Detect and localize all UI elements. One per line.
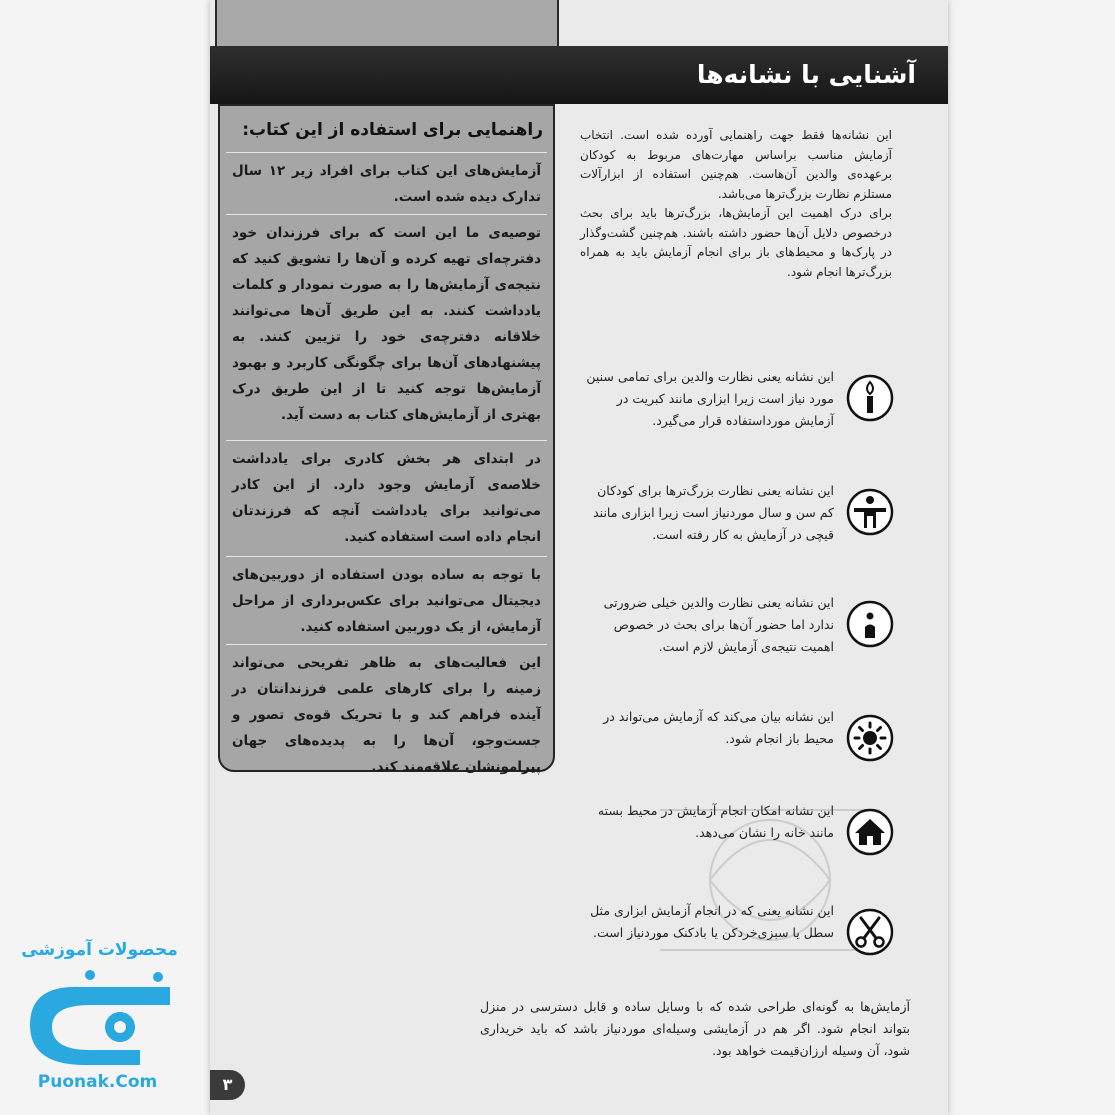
guide-paragraph: در ابتدای هر بخش کادری برای یادداشت خلاصه‌ی آزمایش وجود دارد. از این کادر می‌توانید برای یادداشت آنچه که فرزندتان انجام داده است استفاده کنید. bbox=[232, 451, 541, 545]
info-icon bbox=[846, 600, 894, 648]
guide-divider bbox=[226, 644, 547, 645]
page-number-tab bbox=[210, 1070, 245, 1100]
symbol-row-candle bbox=[582, 366, 894, 446]
watermark-tagline: محصولات آموزشی bbox=[21, 940, 178, 960]
intro-paragraph: این نشانه‌ها فقط جهت راهنمایی آورده شده است. انتخاب آزمایش مناسب براساس مهارت‌های مربوط به کودکان برعهده‌ی والدین آن‌هاست. هم‌چنین استفاده از ابزارآلات مستلزم نظارت بزرگ‌ترها می‌باشد. bbox=[580, 128, 892, 201]
top-gray-strip bbox=[215, 0, 559, 50]
background-right bbox=[948, 0, 1115, 1115]
intro-paragraph: برای درک اهمیت این آزمایش‌ها، بزرگ‌ترها باید برای بحث درخصوص دلایل آن‌ها حضور داشته باشند. هم‌چنین گشت‌وگذار در پارک‌ها و محیط‌های باز برای انجام آزمایش باید به همراه بزرگ‌ترها انجام شود. bbox=[580, 206, 892, 279]
guide-title-rule bbox=[226, 152, 547, 153]
book-page bbox=[210, 0, 948, 1115]
header-bar bbox=[210, 46, 948, 104]
watermark-logo bbox=[20, 965, 180, 1070]
symbol-description: این نشانه یعنی نظارت والدین برای تمامی سنین مورد نیاز است زیرا ابزاری مانند کبریت در آزمایش مورداستفاده قرار می‌گیرد. bbox=[586, 369, 834, 428]
symbol-row-info bbox=[582, 592, 894, 672]
symbol-description: این نشانه یعنی که در انجام آزمایش ابزاری مثل سطل یا سبزی‌خردکن یا بادکنک موردنیاز است. bbox=[590, 903, 834, 940]
guide-divider bbox=[226, 440, 547, 441]
sun-icon bbox=[846, 714, 894, 762]
page-title: آشنایی با نشانه‌ها bbox=[696, 60, 916, 89]
intro-text bbox=[580, 126, 892, 282]
guide-divider bbox=[226, 214, 547, 215]
scissors-icon bbox=[846, 908, 894, 956]
adult-child-icon bbox=[846, 488, 894, 536]
candle-icon bbox=[846, 374, 894, 422]
guide-divider bbox=[226, 556, 547, 557]
house-icon bbox=[846, 808, 894, 856]
symbol-row-scissors bbox=[582, 900, 894, 980]
guide-paragraph: با توجه به ساده بودن استفاده از دوربین‌های دیجیتال می‌توانید برای عکس‌برداری از مراحل آزمایش، از یک دوربین استفاده کنید. bbox=[232, 567, 541, 635]
page-number: ۳ bbox=[222, 1075, 233, 1094]
symbol-row-sun bbox=[582, 706, 894, 786]
symbol-description: این نشانه بیان می‌کند که آزمایش می‌تواند در محیط باز انجام شود. bbox=[603, 709, 834, 746]
symbol-description: این نشانه امکان انجام آزمایش در محیط بسته مانند خانه را نشان می‌دهد. bbox=[597, 803, 834, 840]
footer-note: آزمایش‌ها به گونه‌ای طراحی شده که با وسایل ساده و قابل دسترسی در منزل بتواند انجام شود. اگر هم در آزمایشی وسیله‌ای موردنیاز باشد که باید خریداری شود، آن وسیله ارزان‌قیمت خواهد بود. bbox=[480, 999, 910, 1058]
guide-paragraph: این فعالیت‌های به ظاهر تفریحی می‌تواند زمینه را برای کارهای علمی فرزندانتان در آینده فراهم کند و با تحریک قوه‌ی تصور و جست‌وجو، آن‌ها را به پدیده‌های جهان پیرامونشان علاقه‌مند کند. bbox=[232, 655, 541, 775]
guide-title: راهنمایی برای استفاده از این کتاب: bbox=[242, 120, 543, 140]
guide-box bbox=[218, 104, 555, 775]
symbol-row-adult-child bbox=[582, 480, 894, 560]
watermark-url: Puonak.Com bbox=[37, 1072, 158, 1092]
symbol-description: این نشانه یعنی نظارت بزرگ‌ترها برای کودکان کم سن و سال موردنیاز است زیرا ابزاری مانند قیچی در آزمایش به کار رفته است. bbox=[593, 483, 834, 542]
guide-paragraph: آزمایش‌های این کتاب برای افراد زیر ۱۲ سال تدارک دیده شده است. bbox=[232, 163, 541, 205]
symbol-description: این نشانه یعنی نظارت والدین خیلی ضرورتی ندارد اما حضور آن‌ها برای بحث در خصوص اهمیت نتیجه‌ی آزمایش لازم است. bbox=[603, 595, 834, 654]
guide-paragraph: توصیه‌ی ما این است که برای فرزندان خود دفترچه‌ای تهیه کرده و آن‌ها را تشویق کنید که نتیجه‌ی آزمایش‌ها را به صورت نمودار و کلمات یادداشت کنند. به این طریق آن‌ها می‌توانند خلاقانه دفترچه‌ی خود را تزیین کنند. به پیشنهادهای آن‌ها برای چگونگی کاربرد و بهبود آزمایش‌ها توجه کنید تا از این طریق درک بهتری از آزمایش‌های کتاب به دست آید. bbox=[232, 225, 541, 423]
symbol-row-house bbox=[582, 800, 894, 880]
